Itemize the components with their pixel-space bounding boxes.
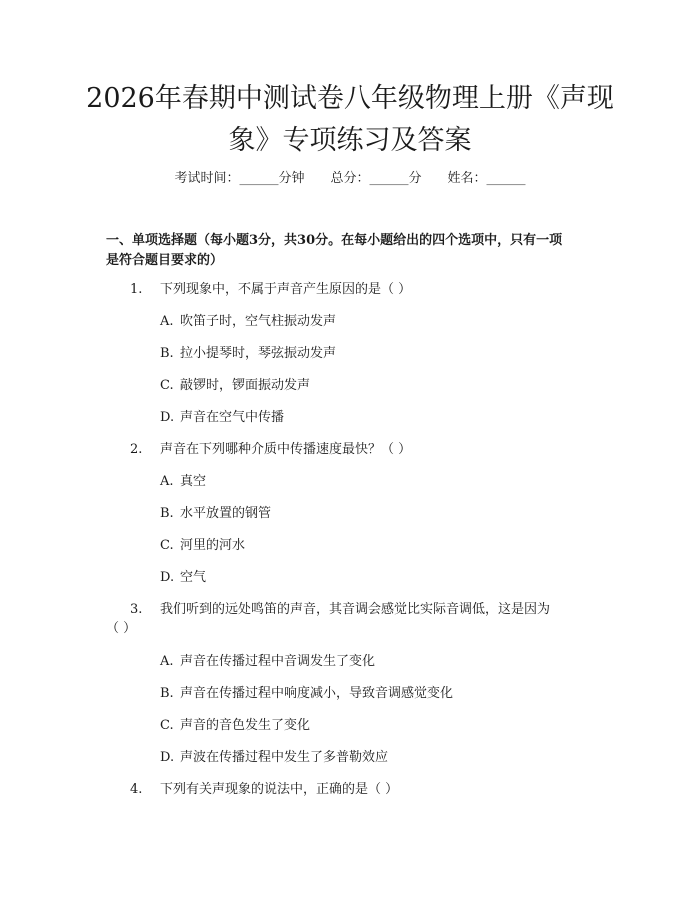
question-text: 我们听到的远处鸣笛的声音，其音调会感觉比实际音调低，这是因为: [160, 602, 551, 617]
question-text: 声音在下列哪种介质中传播速度最快？（ ）: [160, 442, 412, 457]
option-text: 敲锣时，锣面振动发声: [180, 378, 311, 393]
option-text: 水平放置的钢管: [180, 506, 272, 521]
option-text: 拉小提琴时，琴弦振动发声: [180, 346, 337, 361]
option-text: 声音在空气中传播: [180, 410, 285, 425]
page-title: [60, 78, 640, 162]
option-text: 声音在传播过程中响度减小，导致音调感觉变化: [180, 686, 454, 701]
option-letter: A.: [160, 654, 174, 669]
option-text: 河里的河水: [180, 538, 246, 553]
section-heading: [106, 231, 606, 271]
question-number: 2.: [130, 442, 143, 457]
question-text: 下列现象中，不属于声音产生原因的是（ ）: [160, 282, 412, 297]
option-item: [160, 748, 388, 767]
option-letter: B.: [160, 506, 174, 521]
title-line-1: 2026年春期中测试卷八年级物理上册《声现: [86, 83, 614, 114]
option-text: 真空: [180, 474, 207, 489]
name-field: 姓名：______: [447, 171, 526, 186]
option-text: 空气: [180, 570, 207, 585]
option-letter: D.: [160, 570, 175, 585]
question-number: 1.: [130, 282, 143, 297]
option-item: [160, 684, 453, 703]
exam-meta: [0, 170, 700, 188]
question-number: 4.: [130, 782, 143, 797]
question-text-wrap: （ ）: [106, 621, 137, 636]
title-line-2: 象》专项练习及答案: [228, 125, 472, 156]
option-text: 声音的音色发生了变化: [180, 718, 311, 733]
question-text: 下列有关声现象的说法中，正确的是（ ）: [160, 782, 399, 797]
option-item: [160, 344, 336, 363]
option-letter: A.: [160, 314, 174, 329]
option-item: [160, 652, 375, 671]
option-item: [160, 376, 310, 395]
exam-time-field: 考试时间：______分钟: [174, 171, 305, 186]
option-letter: D.: [160, 410, 175, 425]
option-letter: C.: [160, 718, 174, 733]
option-letter: C.: [160, 378, 174, 393]
option-letter: B.: [160, 346, 174, 361]
option-text: 声音在传播过程中音调发生了变化: [180, 654, 376, 669]
option-item: [160, 472, 206, 491]
total-score-field: 总分：______分: [330, 171, 422, 186]
question-number: 3.: [130, 602, 143, 617]
option-text: 吹笛子时，空气柱振动发声: [180, 314, 337, 329]
option-letter: B.: [160, 686, 174, 701]
section-heading-line-1: 一、单项选择题（每小题3分，共30分。在每小题给出的四个选项中，只有一项: [106, 233, 563, 248]
option-item: [160, 716, 310, 735]
option-item: [160, 408, 284, 427]
option-item: [160, 312, 336, 331]
option-item: [160, 504, 271, 523]
section-heading-line-2: 是符合题目要求的）: [106, 253, 224, 268]
option-letter: A.: [160, 474, 174, 489]
option-letter: C.: [160, 538, 174, 553]
option-item: [160, 568, 206, 587]
option-text: 声波在传播过程中发生了多普勒效应: [180, 750, 389, 765]
option-item: [160, 536, 245, 555]
option-letter: D.: [160, 750, 175, 765]
